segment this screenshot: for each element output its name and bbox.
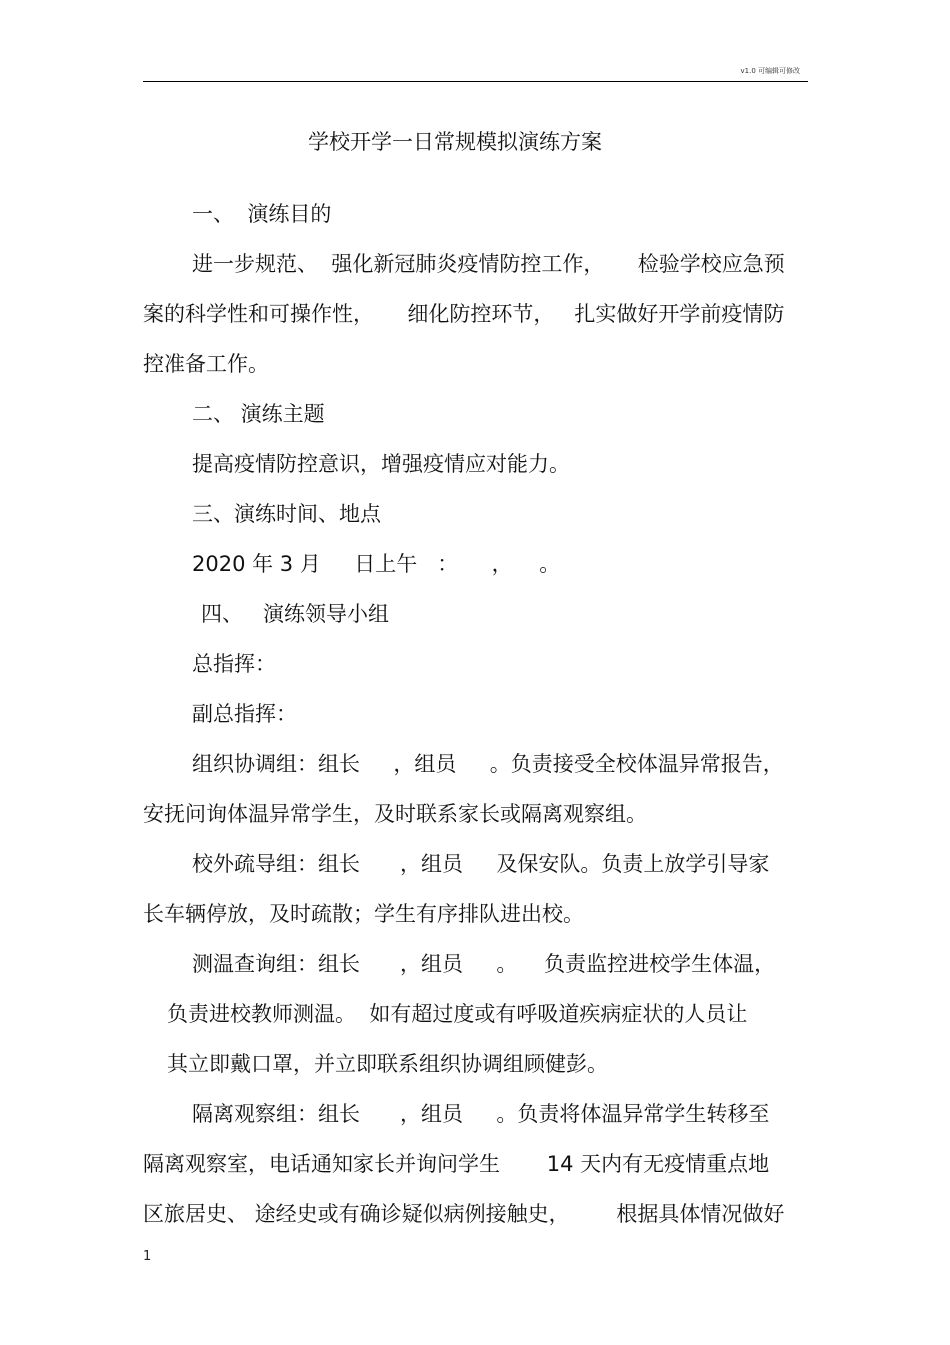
paragraph-line: 安抚问询体温异常学生，及时联系家长或隔离观察组。 [143, 802, 647, 826]
paragraph-line: 隔离观察组：组长 ，组员 。负责将体温异常学生转移至 [192, 1102, 770, 1126]
section-heading-purpose: 一、 演练目的 [192, 202, 332, 226]
paragraph-line: 组织协调组：组长 ，组员 。负责接受全校体温异常报告， [192, 752, 784, 776]
paragraph-line: 区旅居史、 途经史或有确诊疑似病例接触史， 根据具体情况做好 [143, 1202, 785, 1226]
paragraph-line: 隔离观察室，电话通知家长并询问学生 14 天内有无疫情重点地 [143, 1152, 770, 1176]
section-heading-theme: 二、 演练主题 [192, 402, 325, 426]
paragraph-line: 测温查询组：组长 ，组员 。 负责监控进校学生体温， [192, 952, 776, 976]
paragraph-line: 进一步规范、 强化新冠肺炎疫情防控工作， 检验学校应急预 [192, 252, 785, 276]
paragraph-line: 提高疫情防控意识，增强疫情应对能力。 [192, 452, 570, 476]
paragraph-line: 案的科学性和可操作性， 细化防控环节， 扎实做好开学前疫情防 [143, 302, 785, 326]
paragraph-line: 副总指挥： [192, 702, 297, 726]
section-heading-time-place: 三、演练时间、地点 [192, 502, 381, 526]
paragraph-line: 总指挥： [192, 652, 276, 676]
paragraph-line: 校外疏导组：组长 ，组员 及保安队。负责上放学引导家 [192, 852, 770, 876]
paragraph-line: 2020 年 3 月 日上午 ： ， 。 [192, 552, 561, 576]
paragraph-line: 长车辆停放，及时疏散；学生有序排队进出校。 [143, 902, 584, 926]
paragraph-line: 负责进校教师测温。 如有超过度或有呼吸道疾病症状的人员让 [167, 1002, 748, 1026]
header-rule [143, 81, 808, 82]
paragraph-line: 控准备工作。 [143, 352, 269, 376]
document-title: 学校开学一日常规模拟演练方案 [308, 130, 602, 154]
header-version-label: v1.0 可编辑可修改 [740, 67, 800, 75]
paragraph-line: 其立即戴口罩，并立即联系组织协调组顾健彭。 [167, 1052, 608, 1076]
section-heading-leadership: 四、 演练领导小组 [201, 602, 390, 626]
page-number: 1 [143, 1249, 152, 1264]
